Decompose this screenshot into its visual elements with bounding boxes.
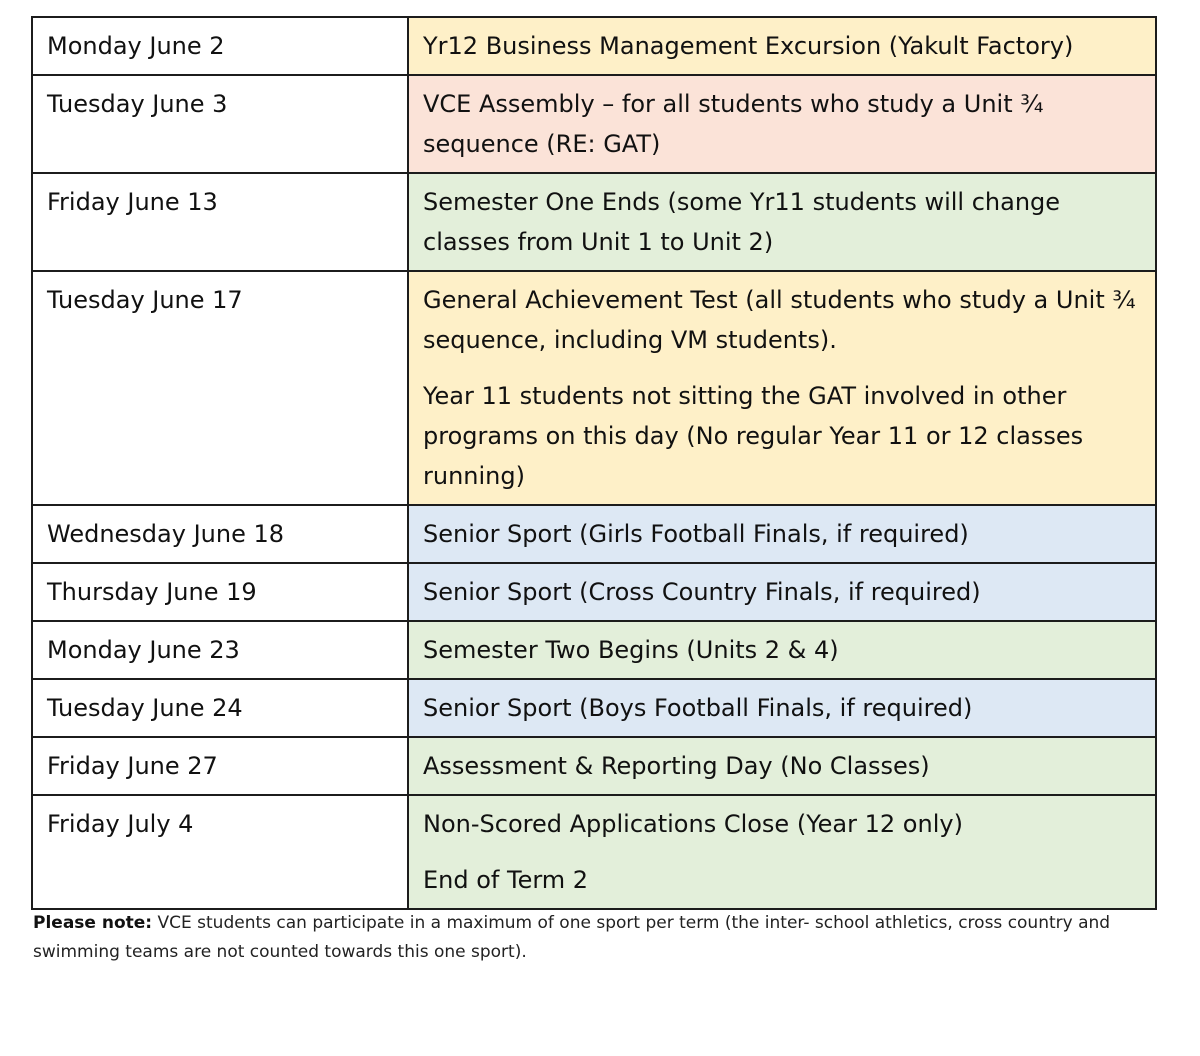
event-cell — [408, 505, 1156, 563]
table-row — [32, 173, 1156, 271]
table-row — [32, 75, 1156, 173]
event-cell — [408, 17, 1156, 75]
calendar-rows — [32, 17, 1156, 909]
event-text: Senior Sport (Boys Football Finals, if required) — [423, 694, 973, 722]
event-text: General Achievement Test (all students who study a Unit ¾ sequence, including VM students). — [423, 286, 1136, 354]
footnote-text: VCE students can participate in a maximum of one sport per term (the inter- school athletics, cross country and swimming teams are not counted towards this one sport). — [33, 913, 1111, 962]
term-calendar-table — [31, 16, 1157, 910]
date-cell: Tuesday June 17 — [32, 271, 408, 505]
table-row — [32, 563, 1156, 621]
event-text: Senior Sport (Cross Country Finals, if required) — [423, 578, 981, 606]
date-cell: Thursday June 19 — [32, 563, 408, 621]
event-cell — [408, 75, 1156, 173]
table-row — [32, 271, 1156, 505]
date-cell: Friday June 27 — [32, 737, 408, 795]
event-text: Yr12 Business Management Excursion (Yakult Factory) — [423, 32, 1074, 60]
date-cell: Tuesday June 24 — [32, 679, 408, 737]
date-cell: Wednesday June 18 — [32, 505, 408, 563]
event-text: Non-Scored Applications Close (Year 12 only) — [423, 810, 963, 838]
event-cell — [408, 737, 1156, 795]
footnote — [33, 909, 1163, 967]
event-cell — [408, 621, 1156, 679]
date-cell: Friday July 4 — [32, 795, 408, 909]
event-cell — [408, 795, 1156, 909]
event-text: VCE Assembly – for all students who study a Unit ¾ sequence (RE: GAT) — [423, 90, 1044, 158]
event-text: Semester One Ends (some Yr11 students will change classes from Unit 1 to Unit 2) — [423, 188, 1061, 256]
date-cell: Tuesday June 3 — [32, 75, 408, 173]
event-text: Year 11 students not sitting the GAT involved in other programs on this day (No regular Year 11 or 12 classes running) — [423, 382, 1084, 490]
event-cell — [408, 173, 1156, 271]
footnote-label: Please note: — [33, 913, 153, 933]
event-cell — [408, 271, 1156, 505]
date-cell: Friday June 13 — [32, 173, 408, 271]
date-cell: Monday June 2 — [32, 17, 408, 75]
event-text: End of Term 2 — [423, 866, 589, 894]
table-row — [32, 795, 1156, 909]
table-row — [32, 505, 1156, 563]
event-text: Assessment & Reporting Day (No Classes) — [423, 752, 930, 780]
date-cell: Monday June 23 — [32, 621, 408, 679]
event-text: Senior Sport (Girls Football Finals, if required) — [423, 520, 969, 548]
event-cell — [408, 679, 1156, 737]
event-text: Semester Two Begins (Units 2 & 4) — [423, 636, 839, 664]
table-row — [32, 679, 1156, 737]
table-row — [32, 621, 1156, 679]
event-cell — [408, 563, 1156, 621]
table-row — [32, 17, 1156, 75]
table-row — [32, 737, 1156, 795]
